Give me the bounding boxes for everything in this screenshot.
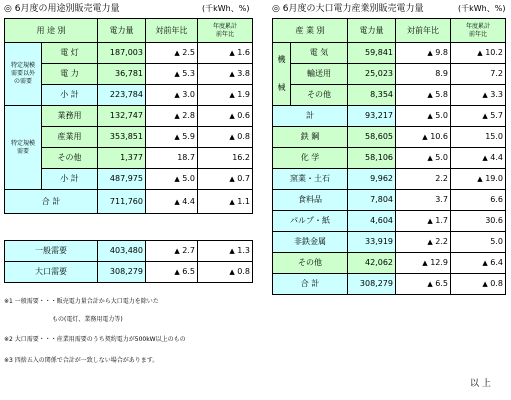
header-category: 用 途 別 xyxy=(5,19,98,43)
yoy-cell xyxy=(396,106,451,127)
row-label: 非鉄金属 xyxy=(273,232,348,253)
machinery-label-2: 械 xyxy=(277,83,286,92)
header-category: 産 業 別 xyxy=(273,19,348,43)
total-label: 合 計 xyxy=(273,274,348,295)
kwh-cell: 132,747 xyxy=(98,106,146,127)
table-row xyxy=(5,85,253,106)
minus-triangle-icon: ▲ xyxy=(174,91,180,99)
minus-triangle-icon: ▲ xyxy=(229,175,235,183)
group-label-non-specified: 特定規模 需要以外 の需要 xyxy=(5,43,42,106)
yoy-cell xyxy=(396,169,451,190)
cum-cell xyxy=(451,232,506,253)
right-unit: (千kWh、%) xyxy=(458,4,506,13)
cum-cell xyxy=(451,148,506,169)
cum-value: 10.2 xyxy=(485,48,503,57)
cum-value: 0.8 xyxy=(237,132,250,141)
demand-label: 大口需要 xyxy=(5,262,98,283)
note-1: ※1 一般需要・・・販売電力量合計から大口電力を除いた xyxy=(4,298,159,305)
kwh-cell: 403,480 xyxy=(98,241,146,262)
kwh-cell: 58,605 xyxy=(348,127,396,148)
demand-label: 一般需要 xyxy=(5,241,98,262)
table-row xyxy=(273,211,506,232)
kwh-cell: 353,851 xyxy=(98,127,146,148)
cum-value: 1.6 xyxy=(237,48,250,57)
cum-value: 7.2 xyxy=(490,69,503,78)
total-row xyxy=(273,274,506,295)
yoy-value: 6.5 xyxy=(435,279,448,288)
minus-triangle-icon: ▲ xyxy=(174,268,180,276)
row-label: 化 学 xyxy=(273,148,348,169)
row-label: 小 計 xyxy=(42,85,98,106)
cum-cell xyxy=(451,169,506,190)
table-row xyxy=(273,190,506,211)
yoy-value: 5.8 xyxy=(435,90,448,99)
kwh-cell: 33,919 xyxy=(348,232,396,253)
cum-cell xyxy=(198,85,253,106)
minus-triangle-icon: ▲ xyxy=(482,112,488,120)
table-row xyxy=(5,64,253,85)
demand-row xyxy=(5,241,253,262)
kwh-cell: 487,975 xyxy=(98,169,146,190)
left-title: ◎ 6月度の用途別販売電力量 xyxy=(4,4,120,14)
total-row xyxy=(5,190,253,214)
yoy-value: 8.9 xyxy=(435,69,448,78)
kwh-cell: 1,377 xyxy=(98,148,146,169)
table-row xyxy=(273,169,506,190)
table-row xyxy=(5,169,253,190)
yoy-cell xyxy=(396,211,451,232)
yoy-value: 4.4 xyxy=(182,196,195,206)
minus-triangle-icon: ▲ xyxy=(427,49,433,57)
group-label-machinery xyxy=(273,43,291,106)
minus-triangle-icon: ▲ xyxy=(229,70,235,78)
minus-triangle-icon: ▲ xyxy=(477,49,483,57)
cum-value: 4.4 xyxy=(490,153,503,162)
minus-triangle-icon: ▲ xyxy=(229,133,235,141)
yoy-value: 2.2 xyxy=(435,174,448,183)
minus-triangle-icon: ▲ xyxy=(229,247,235,255)
minus-triangle-icon: ▲ xyxy=(229,197,235,206)
row-label: 鉄 鋼 xyxy=(273,127,348,148)
cum-value: 6.6 xyxy=(490,195,503,204)
minus-triangle-icon: ▲ xyxy=(174,247,180,255)
row-label: 電 灯 xyxy=(42,43,98,64)
table-row xyxy=(273,64,506,85)
cum-value: 0.8 xyxy=(237,267,250,276)
row-label: 食料品 xyxy=(273,190,348,211)
cum-value: 16.2 xyxy=(232,153,250,162)
minus-triangle-icon: ▲ xyxy=(427,154,433,162)
yoy-value: 12.9 xyxy=(430,258,448,267)
row-label: 輸送用 xyxy=(291,64,348,85)
cum-value: 3.8 xyxy=(237,69,250,78)
row-label: 業務用 xyxy=(42,106,98,127)
table-row xyxy=(273,127,506,148)
left-demand-table xyxy=(4,240,253,283)
cum-cell xyxy=(198,127,253,148)
cum-value: 5.0 xyxy=(490,237,503,246)
yoy-cell xyxy=(396,190,451,211)
yoy-value: 5.3 xyxy=(182,69,195,78)
minus-triangle-icon: ▲ xyxy=(477,175,483,183)
cum-value: 0.6 xyxy=(237,111,250,120)
machinery-subtotal-row xyxy=(273,106,506,127)
minus-triangle-icon: ▲ xyxy=(482,259,488,267)
table-row xyxy=(5,148,253,169)
minus-triangle-icon: ▲ xyxy=(229,91,235,99)
minus-triangle-icon: ▲ xyxy=(427,280,433,288)
minus-triangle-icon: ▲ xyxy=(174,112,180,120)
table-row xyxy=(273,148,506,169)
minus-triangle-icon: ▲ xyxy=(229,49,235,57)
cum-cell xyxy=(198,190,253,214)
row-label: その他 xyxy=(273,253,348,274)
kwh-cell: 7,804 xyxy=(348,190,396,211)
minus-triangle-icon: ▲ xyxy=(422,259,428,267)
minus-triangle-icon: ▲ xyxy=(482,91,488,99)
subtotal-label: 計 xyxy=(273,106,348,127)
header-yoy: 対前年比 xyxy=(396,19,451,43)
table-row xyxy=(273,232,506,253)
yoy-cell xyxy=(146,148,198,169)
header-row xyxy=(273,19,506,43)
cum-value: 15.0 xyxy=(485,132,503,141)
yoy-value: 5.9 xyxy=(182,132,195,141)
table-row xyxy=(5,106,253,127)
yoy-cell xyxy=(396,43,451,64)
kwh-cell: 308,279 xyxy=(348,274,396,295)
yoy-cell xyxy=(146,64,198,85)
yoy-cell xyxy=(146,43,198,64)
row-label: 産業用 xyxy=(42,127,98,148)
minus-triangle-icon: ▲ xyxy=(229,268,235,276)
kwh-cell: 93,217 xyxy=(348,106,396,127)
cum-cell xyxy=(451,190,506,211)
yoy-value: 9.8 xyxy=(435,48,448,57)
kwh-cell: 36,781 xyxy=(98,64,146,85)
cum-value: 19.0 xyxy=(485,174,503,183)
row-label: その他 xyxy=(42,148,98,169)
cum-cell xyxy=(198,169,253,190)
kwh-cell: 42,062 xyxy=(348,253,396,274)
note-3: ※3 四捨五入の関係で合計が一致しない場合があります。 xyxy=(4,357,159,364)
row-label: 電 力 xyxy=(42,64,98,85)
minus-triangle-icon: ▲ xyxy=(482,280,488,288)
group-label-specified: 特定規模 需要 xyxy=(5,106,42,190)
table-row xyxy=(5,127,253,148)
yoy-cell xyxy=(396,148,451,169)
kwh-cell: 8,354 xyxy=(348,85,396,106)
minus-triangle-icon: ▲ xyxy=(427,238,433,246)
row-label: その他 xyxy=(291,85,348,106)
yoy-value: 5.0 xyxy=(182,174,195,183)
yoy-value: 6.5 xyxy=(182,267,195,276)
row-label: 窯業・土石 xyxy=(273,169,348,190)
yoy-cell xyxy=(396,274,451,295)
minus-triangle-icon: ▲ xyxy=(427,217,433,225)
minus-triangle-icon: ▲ xyxy=(482,154,488,162)
header-row xyxy=(5,19,253,43)
yoy-cell xyxy=(146,190,198,214)
row-label: 電 気 xyxy=(291,43,348,64)
yoy-value: 18.7 xyxy=(177,153,195,162)
cum-cell xyxy=(451,211,506,232)
yoy-value: 2.5 xyxy=(182,48,195,57)
kwh-cell: 711,760 xyxy=(98,190,146,214)
cum-cell xyxy=(451,64,506,85)
cum-cell xyxy=(198,241,253,262)
minus-triangle-icon: ▲ xyxy=(427,91,433,99)
header-kwh: 電力量 xyxy=(98,19,146,43)
kwh-cell: 25,023 xyxy=(348,64,396,85)
yoy-value: 3.7 xyxy=(435,195,448,204)
closing-text: 以 上 xyxy=(470,379,491,389)
cum-value: 0.7 xyxy=(237,174,250,183)
kwh-cell: 9,962 xyxy=(348,169,396,190)
left-unit: (千kWh、%) xyxy=(202,4,250,13)
minus-triangle-icon: ▲ xyxy=(174,49,180,57)
cum-cell xyxy=(451,106,506,127)
table-row xyxy=(5,43,253,64)
table-row xyxy=(273,85,506,106)
cum-value: 30.6 xyxy=(485,216,503,225)
note-2: ※2 大口需要・・・産業用需要のうち契約電力が500kW以上のもの xyxy=(4,336,186,343)
header-kwh: 電力量 xyxy=(348,19,396,43)
right-industry-table xyxy=(272,18,506,295)
cum-value: 0.8 xyxy=(490,279,503,288)
right-title: ◎ 6月度の大口電力産業別販売電力量 xyxy=(272,4,424,14)
cum-cell xyxy=(451,253,506,274)
left-usage-table xyxy=(4,18,253,214)
yoy-cell xyxy=(146,106,198,127)
table-row xyxy=(273,253,506,274)
cum-cell xyxy=(451,43,506,64)
cum-cell xyxy=(451,274,506,295)
cum-cell xyxy=(198,262,253,283)
minus-triangle-icon: ▲ xyxy=(422,133,428,141)
yoy-cell xyxy=(396,232,451,253)
cum-value: 5.7 xyxy=(490,111,503,120)
total-label: 合 計 xyxy=(5,190,98,214)
cum-cell xyxy=(198,43,253,64)
kwh-cell: 187,003 xyxy=(98,43,146,64)
header-cumulative: 年度累計 前年比 xyxy=(198,19,253,43)
yoy-cell xyxy=(146,127,198,148)
yoy-cell xyxy=(146,241,198,262)
cum-value: 6.4 xyxy=(490,258,503,267)
yoy-value: 10.6 xyxy=(430,132,448,141)
yoy-value: 5.0 xyxy=(435,111,448,120)
table-row xyxy=(273,43,506,64)
header-yoy: 対前年比 xyxy=(146,19,198,43)
minus-triangle-icon: ▲ xyxy=(174,70,180,78)
cum-cell xyxy=(451,127,506,148)
note-1-cont: もの(電灯、業務用電力等) xyxy=(52,316,123,323)
minus-triangle-icon: ▲ xyxy=(174,175,180,183)
kwh-cell: 58,106 xyxy=(348,148,396,169)
cum-value: 3.3 xyxy=(490,90,503,99)
minus-triangle-icon: ▲ xyxy=(174,133,180,141)
kwh-cell: 223,784 xyxy=(98,85,146,106)
demand-row xyxy=(5,262,253,283)
cum-cell xyxy=(198,64,253,85)
cum-value: 1.9 xyxy=(237,90,250,99)
cum-cell xyxy=(451,85,506,106)
yoy-value: 2.8 xyxy=(182,111,195,120)
yoy-value: 1.7 xyxy=(435,216,448,225)
yoy-cell xyxy=(396,253,451,274)
yoy-value: 2.7 xyxy=(182,246,195,255)
cum-cell xyxy=(198,148,253,169)
minus-triangle-icon: ▲ xyxy=(427,112,433,120)
minus-triangle-icon: ▲ xyxy=(174,197,180,206)
cum-value: 1.1 xyxy=(237,196,250,206)
machinery-label-1: 機 xyxy=(277,55,286,64)
minus-triangle-icon: ▲ xyxy=(229,112,235,120)
kwh-cell: 308,279 xyxy=(98,262,146,283)
yoy-cell xyxy=(146,169,198,190)
yoy-value: 2.2 xyxy=(435,237,448,246)
cum-value: 1.3 xyxy=(237,246,250,255)
kwh-cell: 59,841 xyxy=(348,43,396,64)
header-cumulative: 年度累計 前年比 xyxy=(451,19,506,43)
yoy-value: 5.0 xyxy=(435,153,448,162)
yoy-value: 3.0 xyxy=(182,90,195,99)
yoy-cell xyxy=(396,85,451,106)
yoy-cell xyxy=(146,85,198,106)
row-label: パルプ・紙 xyxy=(273,211,348,232)
cum-cell xyxy=(198,106,253,127)
kwh-cell: 4,604 xyxy=(348,211,396,232)
yoy-cell xyxy=(146,262,198,283)
yoy-cell xyxy=(396,64,451,85)
yoy-cell xyxy=(396,127,451,148)
row-label: 小 計 xyxy=(42,169,98,190)
